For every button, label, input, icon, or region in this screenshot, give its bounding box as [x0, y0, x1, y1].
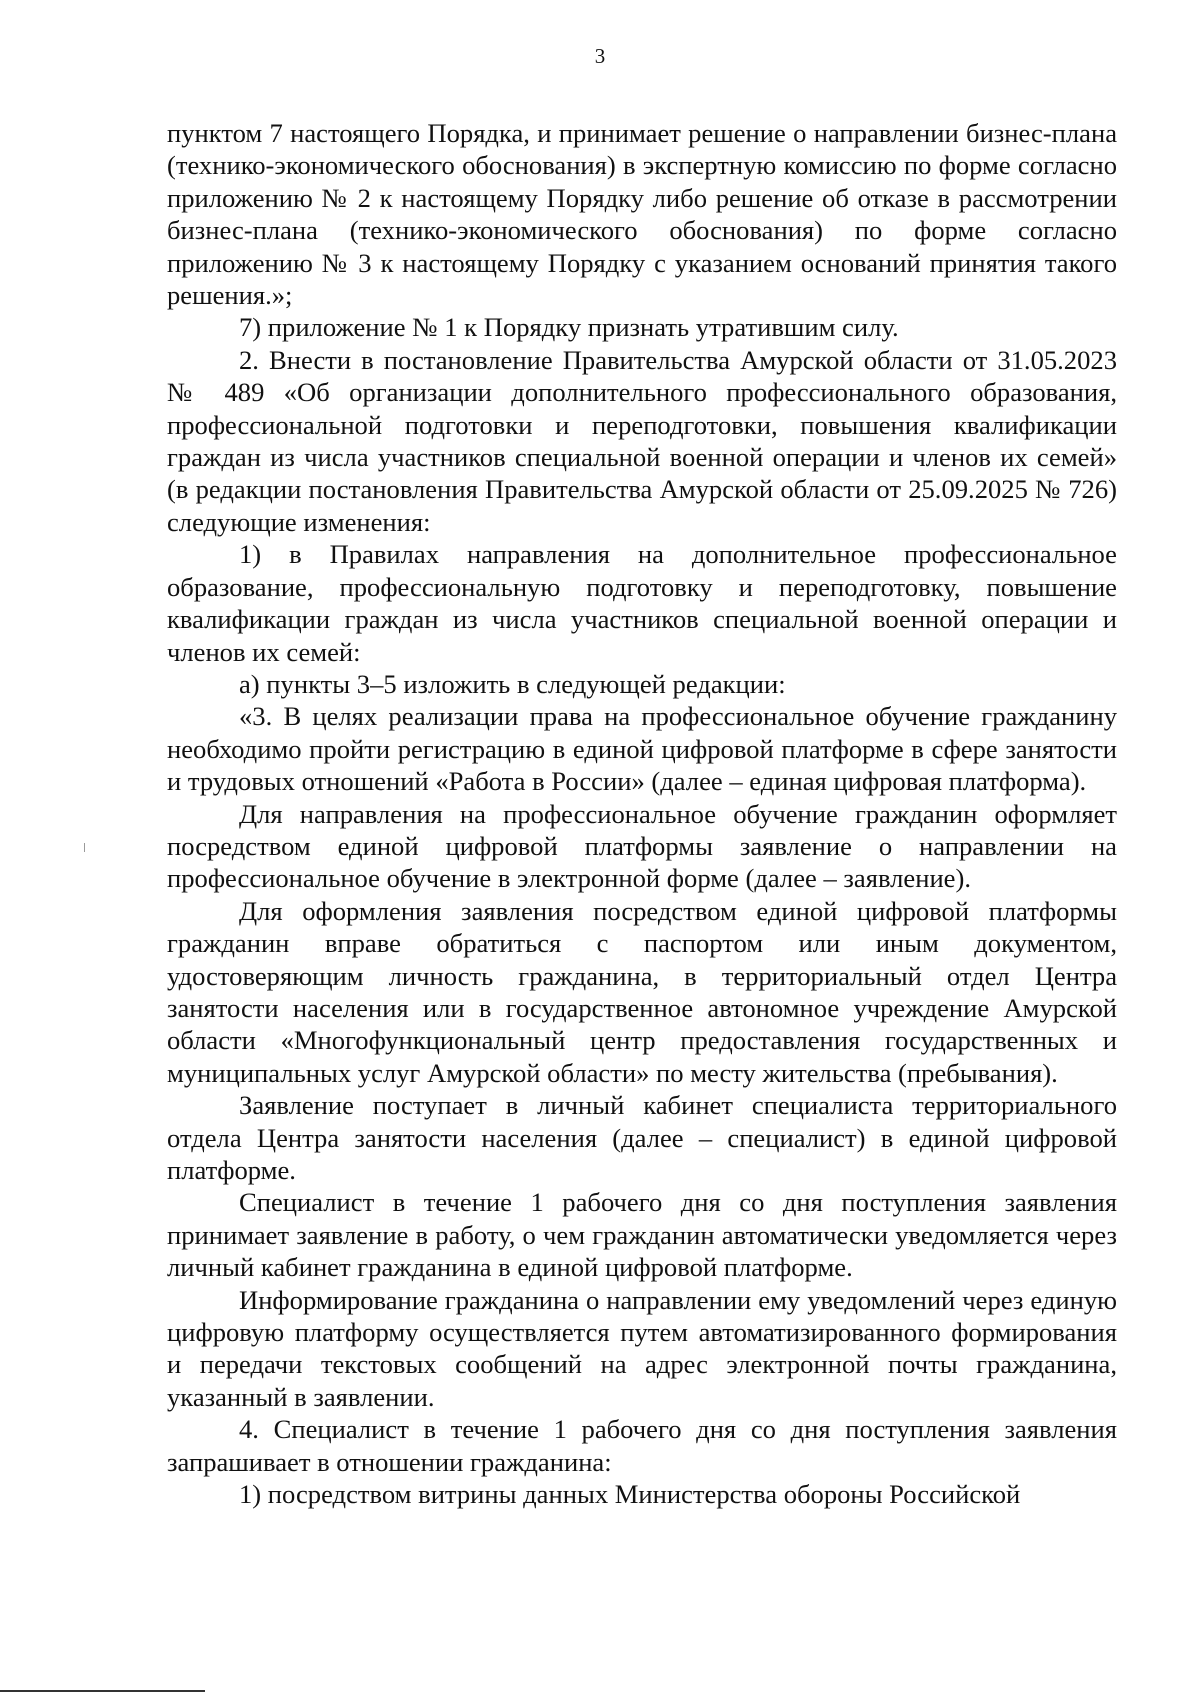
document-body	[167, 117, 1117, 1510]
paragraph-clause-4: 4. Специалист в течение 1 рабочего дня со дня поступления заявления запрашивает в отношении гражданина:	[167, 1414, 1117, 1477]
scan-artifact-mark	[84, 843, 85, 852]
paragraph-application-submission: Для направления на профессиональное обучение гражданин оформляет посредством единой цифровой платформы заявление о направлении на профессиональное обучение в электронной форме (далее – заявление).	[167, 798, 1117, 894]
footer-rule	[0, 1690, 205, 1692]
paragraph-continuation: пунктом 7 настоящего Порядка, и принимает решение о направлении бизнес-плана (технико-экономического обоснования) в экспертную комиссию по форме согласно приложению № 2 к настоящему Порядку либо решение об отказе в рассмотрении бизнес-плана (технико-экономического обоснования) по форме согласно приложению № 3 к настоящему Порядку с указанием оснований принятия такого решения.»;	[167, 118, 1117, 311]
paragraph-section-2: 2. Внести в постановление Правительства Амурской области от 31.05.2023 № 489 «Об организации дополнительного профессионального образования, профессиональной подготовки и переподготовки, повышения квалификации граждан из числа участников специальной военной операции и членов их семей» (в редакции постановления Правительства Амурской области от 25.09.2025 № 726) следующие изменения:	[167, 344, 1117, 537]
paragraph-subitem-a: а) пункты 3–5 изложить в следующей редакции:	[239, 668, 786, 699]
paragraph-clause-4-item-1: 1) посредством витрины данных Министерства обороны Российской	[239, 1479, 1021, 1510]
paragraph-notification: Информирование гражданина о направлении ему уведомлений через единую цифровую платформу осуществляется путем автоматизированного формирования и передачи текстовых сообщений на адрес электронной почты гражданина, указанный в заявлении.	[167, 1284, 1117, 1412]
paragraph-specialist-acceptance: Специалист в течение 1 рабочего дня со дня поступления заявления принимает заявление в работу, о чем гражданин автоматически уведомляется через личный кабинет гражданина в единой цифровой платформе.	[167, 1187, 1117, 1283]
paragraph-item-1-rules: 1) в Правилах направления на дополнительное профессиональное образование, профессиональную подготовку и переподготовку, повышение квалификации граждан из числа участников специальной военной операции и членов их семей:	[167, 539, 1117, 667]
paragraph-application-receipt: Заявление поступает в личный кабинет специалиста территориального отдела Центра занятости населения (далее – специалист) в единой цифровой платформе.	[167, 1090, 1117, 1185]
paragraph-item-7: 7) приложение № 1 к Порядку признать утратившим силу.	[239, 312, 899, 343]
page-number: 3	[594, 44, 606, 68]
paragraph-application-filing: Для оформления заявления посредством единой цифровой платформы гражданин вправе обратиться с паспортом или иным документом, удостоверяющим личность гражданина, в территориальный отдел Центра занятости населения или в государственное автономное учреждение Амурской области «Многофункциональный центр предоставления государственных и муниципальных услуг Амурской области» по месту жительства (пребывания).	[167, 895, 1117, 1088]
paragraph-clause-3: «3. В целях реализации права на профессиональное обучение гражданину необходимо пройти регистрацию в единой цифровой платформе в сфере занятости и трудовых отношений «Работа в России» (далее – единая цифровая платформа).	[167, 701, 1117, 797]
